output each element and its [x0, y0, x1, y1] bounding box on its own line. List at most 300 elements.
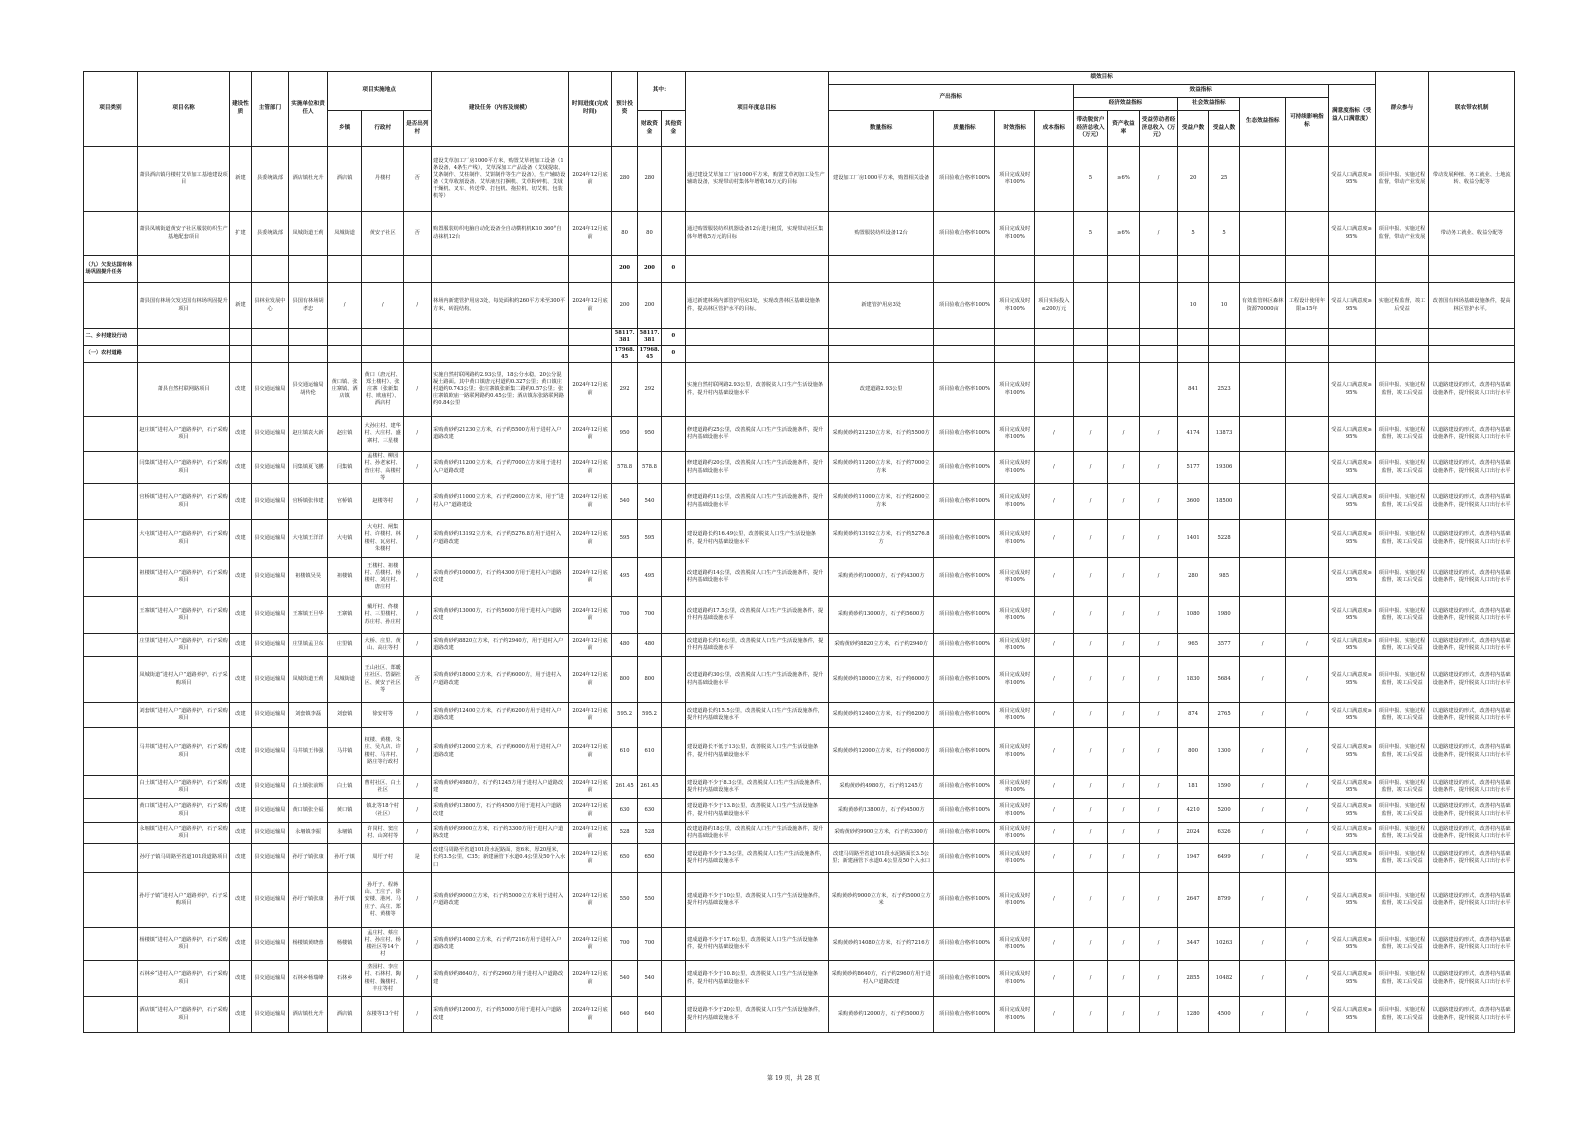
table-cell: 采购黄砂约12000立方米，石子约6000方	[828, 728, 934, 776]
table-cell: /	[1139, 597, 1178, 634]
table-cell: 采购黄砂约9900立方米，石子约3300方用于进村入户道路改建	[431, 823, 568, 844]
table-cell: 项目申报、实施过程监督，竣工后受益	[1375, 873, 1429, 928]
table-cell: 县交通运输局	[251, 928, 289, 961]
col-econ: 经济效益指标	[1073, 98, 1178, 111]
table-cell: 540	[612, 484, 637, 520]
table-cell: 以道路建设的形式，改善村内基础设施条件，提升脱贫人口出行水平	[1429, 703, 1515, 728]
table-cell: 受益人口满意度≥95%	[1328, 634, 1375, 657]
table-cell: 孟楼村、柳园村、孙老家村、营庄村、高楼村等	[362, 452, 404, 484]
table-cell: 孙圩子镇	[327, 873, 362, 928]
table-row	[84, 928, 1515, 961]
table-cell: 528	[637, 823, 661, 844]
table-cell: 2024年12月底前	[568, 558, 612, 597]
table-cell: 黄口镇“进村入户”道路养护，石子采购项目	[137, 799, 229, 823]
table-cell	[84, 597, 138, 634]
table-cell: 改建	[230, 657, 251, 703]
table-cell	[1286, 452, 1329, 484]
table-cell: 480	[637, 634, 661, 657]
table-cell: 黄安子社区	[362, 212, 404, 256]
table-cell	[1240, 417, 1286, 452]
table-cell: 项目验收合格率100%	[934, 597, 995, 634]
table-cell: 改建	[230, 703, 251, 728]
table-cell	[431, 346, 568, 363]
table-cell: 以道路建设的形式，改善村内基础设施条件，提升脱贫人口出行水平	[1429, 844, 1515, 873]
table-cell: /	[1108, 657, 1140, 703]
table-cell: 受益人口满意度≥95%	[1328, 997, 1375, 1033]
table-cell: /	[1035, 776, 1074, 799]
table-cell	[84, 147, 138, 212]
col-linkage: 联农带农机制	[1429, 72, 1515, 147]
table-cell	[1240, 346, 1286, 363]
subsection-row	[84, 256, 1515, 283]
table-cell	[1429, 346, 1515, 363]
table-cell	[84, 484, 138, 520]
table-cell	[828, 256, 934, 283]
table-cell: 项目完成及时率100%	[995, 703, 1035, 728]
table-cell	[1073, 329, 1108, 346]
table-cell: 采购黄砂约13000方，石子约5600方用于进村入户道路改建	[431, 597, 568, 634]
table-cell: /	[1035, 484, 1074, 520]
table-cell: /	[1073, 634, 1108, 657]
table-cell: /	[404, 873, 431, 928]
table-cell: 项目申报、实施过程监督，竣工后受益	[1375, 928, 1429, 961]
table-cell: 项目申报、实施过程监督，竣工后受益	[1375, 417, 1429, 452]
table-cell: 建设艾草加工厂房1000平方米，购置艾草初加工设备（1条设备，4条生产线），艾草深加工产品设备（艾绒提取、艾条制作、艾柱制作、艾饼制作等生产设备），生产辅助设备（艾草收割设备、艾草液压打捆机、艾草粉碎机、艾绒干燥机、叉车、传送带、打包机、拖拉机、切艾机、包装机等）	[431, 147, 568, 212]
table-cell: /	[1108, 597, 1140, 634]
table-cell: 县委统战部	[251, 147, 289, 212]
table-cell: 酒店镇	[327, 997, 362, 1033]
table-cell	[84, 997, 138, 1033]
table-cell	[1286, 256, 1329, 283]
table-cell: 受益人口满意度≥95%	[1328, 147, 1375, 212]
table-cell: 2024年12月底前	[568, 363, 612, 417]
table-cell: 修建道路约20公里，改善脱贫人口生产生活设施条件，提升村内基础设施水平	[685, 452, 828, 484]
table-cell: 965	[1178, 634, 1208, 657]
table-cell: 改建	[230, 776, 251, 799]
table-cell: 白土镇	[327, 776, 362, 799]
table-cell: /	[1108, 728, 1140, 776]
table-cell: /	[404, 799, 431, 823]
table-row	[84, 961, 1515, 997]
table-cell: /	[1108, 873, 1140, 928]
table-cell	[828, 346, 934, 363]
table-cell	[84, 928, 138, 961]
table-cell: 项目申报、实施过程监督，竣工后受益	[1375, 520, 1429, 558]
table-cell: 采购黄砂约21230立方米，石子约5500方	[828, 417, 934, 452]
table-row	[84, 997, 1515, 1033]
table-cell: 2024年12月底前	[568, 703, 612, 728]
table-cell: 以道路建设的形式，改善村内基础设施条件，提升脱贫人口出行水平	[1429, 363, 1515, 417]
table-cell: 酒店镇“进村入户”道路养护，石子采购项目	[137, 997, 229, 1033]
table-cell: 购置服装纺织设备12台	[828, 212, 934, 256]
table-cell	[84, 417, 138, 452]
table-cell: 采购黄沙约10000方，石子约4300方用于进村入户道路改建	[431, 558, 568, 597]
table-cell: 2024年12月底前	[568, 997, 612, 1033]
col-invest: 预计投资	[612, 72, 637, 147]
table-cell: /	[1139, 452, 1178, 484]
table-cell: 曹村社区、白土社区	[362, 776, 404, 799]
table-cell: /	[1286, 776, 1329, 799]
table-cell: 受益人口满意度≥95%	[1328, 363, 1375, 417]
table-cell: 280	[612, 147, 637, 212]
project-table-body	[84, 147, 1515, 1033]
table-cell: 采购黄砂约9000立方米，石子约5000立方米	[828, 873, 934, 928]
table-cell: 80	[612, 212, 637, 256]
table-cell: /	[1108, 703, 1140, 728]
table-cell: 大屯镇王洋洋	[289, 520, 328, 558]
table-cell	[662, 776, 685, 799]
table-cell: 项目申报、实施过程监督，竣工后受益	[1375, 484, 1429, 520]
col-other: 其他资金	[662, 111, 685, 147]
table-cell: 采购黄砂约13800方，石子约4500方用于进村入户道路改建	[431, 799, 568, 823]
table-cell	[662, 417, 685, 452]
table-cell	[84, 844, 138, 873]
table-cell: 985	[1208, 558, 1240, 597]
table-cell	[662, 823, 685, 844]
table-cell: 县交通运输局	[251, 728, 289, 776]
table-cell	[1240, 597, 1286, 634]
table-cell: 庄里镇孟卫东	[289, 634, 328, 657]
table-cell: /	[1108, 823, 1140, 844]
table-cell: 项目申报、实施过程监督，竣工后受益	[1375, 597, 1429, 634]
table-cell: /	[404, 452, 431, 484]
table-cell: 项目申报、实施过程监督，竣工后受益	[1375, 997, 1429, 1033]
table-cell: 项目申报、实施过程监督，竣工后受益	[1375, 799, 1429, 823]
table-cell: 项目申报、实施过程监督，竣工后受益	[1375, 452, 1429, 484]
col-goal: 项目年度总目标	[685, 72, 828, 147]
table-cell: 受益人口满意度≥95%	[1328, 558, 1375, 597]
table-cell: 项目完成及时率100%	[995, 520, 1035, 558]
table-cell: 项目实际投入≤200万元	[1035, 283, 1074, 329]
table-cell: 项目完成及时率100%	[995, 657, 1035, 703]
table-cell: 2024年12月底前	[568, 484, 612, 520]
table-cell: 495	[637, 558, 661, 597]
table-cell: /	[1073, 452, 1108, 484]
table-cell: 改建	[230, 728, 251, 776]
table-cell: /	[1286, 823, 1329, 844]
table-cell	[1035, 363, 1074, 417]
table-cell: 项目完成及时率100%	[995, 961, 1035, 997]
table-cell: 280	[637, 147, 661, 212]
table-cell: /	[1139, 703, 1178, 728]
table-cell: /	[1139, 212, 1178, 256]
table-cell: /	[1240, 657, 1286, 703]
table-cell: 萧县国有林场欠发达国有林场巩固提升项目	[137, 283, 229, 329]
table-cell	[1286, 558, 1329, 597]
col-schedule: 时间进度(完成时间)	[568, 72, 612, 147]
table-cell: 采购黄砂约8820立方米，石子约2940方，用于进村入户道路改建	[431, 634, 568, 657]
table-cell: 2024年12月底前	[568, 873, 612, 928]
table-cell: 17968.45	[612, 346, 637, 363]
table-cell	[1178, 256, 1208, 283]
table-cell: 261.45	[612, 776, 637, 799]
table-row	[84, 728, 1515, 776]
table-cell: 马井镇王伟强	[289, 728, 328, 776]
table-cell: /	[1139, 823, 1178, 844]
table-cell: /	[404, 558, 431, 597]
table-cell: 0	[662, 256, 685, 283]
table-cell: 2024	[1178, 823, 1208, 844]
col-dept: 主管部门	[251, 72, 289, 147]
table-cell: 项目申报、实施过程监督，带动产业发展	[1375, 212, 1429, 256]
table-cell	[1240, 363, 1286, 417]
table-cell	[568, 329, 612, 346]
table-cell	[662, 799, 685, 823]
table-cell: 以道路建设的形式，改善村内基础设施条件，提升脱贫人口出行水平	[1429, 417, 1515, 452]
table-cell	[662, 147, 685, 212]
table-cell	[1429, 329, 1515, 346]
table-cell: 以道路建设的形式，改善村内基础设施条件，提升脱贫人口出行水平	[1429, 873, 1515, 928]
table-cell: 县交通运输局	[251, 634, 289, 657]
table-cell: 受益人口满意度≥95%	[1328, 597, 1375, 634]
col-poor: 是否出列村	[404, 111, 431, 147]
table-cell: 凤城街道“进村入户”道路养护，石子采购项目	[137, 657, 229, 703]
table-cell: /	[1108, 844, 1140, 873]
table-cell: 黄口（唐元村、郑土楼村）、张庄寨（张新集村、欧庙村）、酒店村	[362, 363, 404, 417]
table-row	[84, 776, 1515, 799]
table-cell	[1139, 346, 1178, 363]
table-cell: 1830	[1178, 657, 1208, 703]
table-cell: /	[404, 703, 431, 728]
table-cell	[995, 256, 1035, 283]
table-cell: 项目申报、实施过程监督，竣工后受益	[1375, 634, 1429, 657]
table-cell: 578.8	[612, 452, 637, 484]
table-cell: /	[404, 484, 431, 520]
table-row	[84, 484, 1515, 520]
table-cell: /	[1073, 928, 1108, 961]
table-cell	[1139, 256, 1178, 283]
table-cell: 采购黄砂约14080立方米，石子约7216方用于进村入户道路改建	[431, 928, 568, 961]
table-cell: /	[1139, 776, 1178, 799]
table-cell: 改建道路约18公里，改善脱贫人口生产生活设施条件，提升村内基础设施水平	[685, 823, 828, 844]
table-cell: 改建	[230, 558, 251, 597]
table-cell: 项目验收合格率100%	[934, 776, 995, 799]
table-cell: 闫集镇	[327, 452, 362, 484]
table-cell: /	[1073, 961, 1108, 997]
table-cell: 修建道路约25公里，改善脱贫人口生产生活设施条件，提升村内基础设施水平	[685, 417, 828, 452]
table-row	[84, 703, 1515, 728]
table-cell: 1401	[1178, 520, 1208, 558]
table-cell: /	[1108, 520, 1140, 558]
table-cell: 白土镇“进村入户”道路养护，石子采购项目	[137, 776, 229, 799]
table-cell: 改建	[230, 452, 251, 484]
table-cell: 改建	[230, 928, 251, 961]
table-cell	[362, 346, 404, 363]
table-cell: 2523	[1208, 363, 1240, 417]
table-cell: /	[1240, 997, 1286, 1033]
table-cell: 大孙庄村、建华村、大庄村、盛寨村、三星楼	[362, 417, 404, 452]
table-cell	[1328, 256, 1375, 283]
table-cell: 扩建	[230, 212, 251, 256]
table-cell: 受益人口满意度≥95%	[1328, 484, 1375, 520]
table-cell: 建设道路不少于3.5公里，改善脱贫人口生产生活设施条件，提升村内基础设施水平	[685, 844, 828, 873]
table-cell: /	[1286, 799, 1329, 823]
table-cell: 否	[404, 147, 431, 212]
table-cell: 650	[612, 844, 637, 873]
table-cell: 改建	[230, 823, 251, 844]
table-cell: /	[1286, 873, 1329, 928]
table-cell: 改建	[230, 520, 251, 558]
table-cell: 新建管护用房3处	[828, 283, 934, 329]
table-cell: 项目完成及时率100%	[995, 147, 1035, 212]
table-cell	[662, 363, 685, 417]
table-cell: 改建道路长约15.5公里，改善脱贫人口生产生活设施条件，提升村内基础设施水平	[685, 703, 828, 728]
table-cell: 受益人口满意度≥95%	[1328, 823, 1375, 844]
table-cell	[1240, 256, 1286, 283]
table-cell: 项目验收合格率100%	[934, 558, 995, 597]
table-cell	[934, 256, 995, 283]
table-cell: /	[404, 634, 431, 657]
table-cell	[251, 346, 289, 363]
table-cell: /	[1108, 997, 1140, 1033]
table-cell: 6499	[1208, 844, 1240, 873]
table-cell	[995, 329, 1035, 346]
table-cell	[137, 256, 229, 283]
table-cell	[685, 256, 828, 283]
table-cell	[289, 256, 328, 283]
table-cell	[1208, 329, 1240, 346]
table-cell: 495	[612, 558, 637, 597]
table-cell	[662, 452, 685, 484]
table-cell: 刘套镇李磊	[289, 703, 328, 728]
table-cell	[1429, 256, 1515, 283]
col-among: 其中：	[637, 72, 685, 111]
table-cell: 孙圩子镇	[327, 844, 362, 873]
table-cell: 采购黄砂约11000立方米，石子约2600立方米	[828, 484, 934, 520]
col-unit: 实施单位和责任人	[289, 72, 328, 147]
table-row	[84, 844, 1515, 873]
table-cell: 酒店镇杜允升	[289, 147, 328, 212]
table-cell: 石林乡“进村入户”道路养护，石子采购项目	[137, 961, 229, 997]
table-cell	[1240, 558, 1286, 597]
table-cell: 项目申报、实施过程监督，竣工后受益	[1375, 703, 1429, 728]
table-cell	[289, 346, 328, 363]
table-cell: 采购黄砂约12000立方米，石子约6000方用于进村入户道路改建	[431, 728, 568, 776]
table-cell	[828, 329, 934, 346]
table-cell: 58117.381	[637, 329, 661, 346]
table-cell: 以道路建设的形式，改善村内基础设施条件，提升脱贫人口出行水平	[1429, 634, 1515, 657]
table-cell	[1286, 147, 1329, 212]
table-cell: 700	[612, 597, 637, 634]
table-cell: 建成道路不少于10.8公里，改善脱贫人口生产生活设施条件，提升村内基础设施水平	[685, 961, 828, 997]
col-cost: 成本指标	[1035, 111, 1074, 147]
table-cell	[327, 256, 362, 283]
table-cell: 2855	[1178, 961, 1208, 997]
table-cell: 630	[637, 799, 661, 823]
table-cell: 项目完成及时率100%	[995, 997, 1035, 1033]
table-cell: /	[404, 997, 431, 1033]
table-cell	[1375, 346, 1429, 363]
table-cell: 5	[1073, 212, 1108, 256]
table-cell	[84, 520, 138, 558]
table-cell: 2647	[1178, 873, 1208, 928]
table-cell: 改善国有林场基础设施条件，提高林区管护水平。	[1429, 283, 1515, 329]
table-cell: /	[1139, 873, 1178, 928]
table-cell: 祖楼镇“进村入户”道路养护，石子采购项目	[137, 558, 229, 597]
table-cell: 5684	[1208, 657, 1240, 703]
table-cell: /	[1139, 799, 1178, 823]
table-cell: 二、乡村建设行动	[84, 329, 138, 346]
table-cell	[1139, 363, 1178, 417]
table-cell: /	[1286, 657, 1329, 703]
table-cell: 5228	[1208, 520, 1240, 558]
table-cell	[568, 256, 612, 283]
table-cell: /	[327, 283, 362, 329]
table-cell: 0	[662, 346, 685, 363]
table-cell: 595.2	[612, 703, 637, 728]
table-cell: 改建	[230, 873, 251, 928]
table-cell: 建设道路不少于20公里，改善脱贫人口生产生活设施条件，提升村内基础设施水平	[685, 997, 828, 1033]
table-cell: 采购黄砂约18000立方米，石子约6000方	[828, 657, 934, 703]
table-cell: 采购黄砂约12400立方米，石子约6200方	[828, 703, 934, 728]
table-cell: 18500	[1208, 484, 1240, 520]
table-cell	[662, 520, 685, 558]
table-cell: /	[1035, 558, 1074, 597]
table-cell: 马井镇	[327, 728, 362, 776]
table-cell: 4210	[1178, 799, 1208, 823]
col-people: 受益人数	[1208, 111, 1240, 147]
col-quality: 质量指标	[934, 111, 995, 147]
table-cell: 受益人口满意度≥95%	[1328, 657, 1375, 703]
table-cell	[934, 346, 995, 363]
table-cell: 项目完成及时率100%	[995, 417, 1035, 452]
table-cell: 孙圩子镇“进村入户”道路养护，石子采购项目	[137, 873, 229, 928]
table-cell	[1073, 256, 1108, 283]
table-cell: 采购黄砂约8640方，石子约2960方用于进村入户道路改建	[431, 961, 568, 997]
table-cell: 受益人口满意度≥95%	[1328, 728, 1375, 776]
table-cell: 徐安村等	[362, 703, 404, 728]
table-cell: 950	[637, 417, 661, 452]
table-cell: 项目验收合格率100%	[934, 452, 995, 484]
table-cell	[404, 256, 431, 283]
table-cell: /	[1073, 657, 1108, 703]
table-cell: 2024年12月底前	[568, 961, 612, 997]
table-cell: /	[1139, 417, 1178, 452]
table-cell: 受益人口满意度≥95%	[1328, 417, 1375, 452]
table-cell: 新建	[230, 283, 251, 329]
table-cell: 项目申报、实施过程监督，竣工后受益	[1375, 776, 1429, 799]
table-cell: /	[1286, 844, 1329, 873]
table-cell: 县交通运输局	[251, 520, 289, 558]
table-cell: 通过新建林场内部管护用房3处，实现改善林区基础设施条件，提高林区管护水平的目标。	[685, 283, 828, 329]
table-cell: 闫集镇夏飞鹏	[289, 452, 328, 484]
table-cell: /	[1035, 657, 1074, 703]
table-cell: 改建马周路至省道101段水泥路面长3.5公里；新建涵管下水道0.4公里及50个入水口	[828, 844, 934, 873]
table-cell: 480	[612, 634, 637, 657]
table-cell: 项目验收合格率100%	[934, 657, 995, 703]
table-cell: 采购黄砂约9000立方米，石子约5000立方米用于进村入户道路改建	[431, 873, 568, 928]
col-task: 建设任务（内容及规模）	[431, 72, 568, 147]
table-cell	[84, 634, 138, 657]
table-cell: 建设道路不少于13.8公里，改善脱贫人口生产生活设施条件，提升村内基础设施水平	[685, 799, 828, 823]
table-cell: /	[404, 728, 431, 776]
table-cell: 578.8	[637, 452, 661, 484]
table-cell: 垄园村、李庄村、石林村、陶楼村、魏楼村、丰庄等村	[362, 961, 404, 997]
table-cell: 刘套镇“进村入户”道路养护，石子采购项目	[137, 703, 229, 728]
table-cell: 县交通运输局	[251, 558, 289, 597]
table-cell: 2024年12月底前	[568, 844, 612, 873]
table-cell: 640	[637, 997, 661, 1033]
table-cell: 项目验收合格率100%	[934, 520, 995, 558]
table-cell	[1286, 520, 1329, 558]
table-cell	[84, 728, 138, 776]
table-cell: 黄口镇	[327, 799, 362, 823]
table-cell: 修建道路约11公里，改善脱贫人口生产生活设施条件，提升村内基础设施水平	[685, 484, 828, 520]
table-cell: 25	[1208, 147, 1240, 212]
table-cell: 700	[637, 597, 661, 634]
table-cell: /	[1240, 823, 1286, 844]
table-cell: 292	[612, 363, 637, 417]
